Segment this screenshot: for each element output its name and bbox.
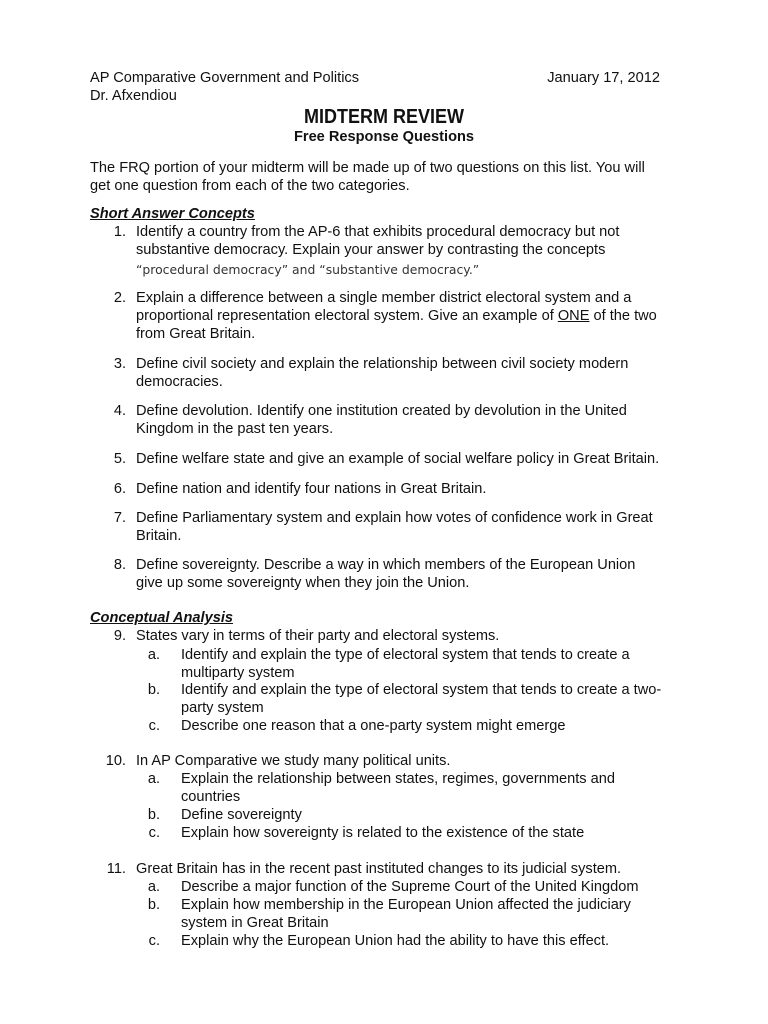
question-number: 11. (106, 861, 126, 877)
question-number: 6. (113, 481, 126, 497)
subquestion-letter: a. (147, 647, 160, 663)
subquestion-text: system in Great Britain (181, 915, 329, 931)
course-name: AP Comparative Government and Politics (90, 70, 360, 86)
subquestion-text: multiparty system (181, 665, 295, 681)
teacher-name: Dr. Afxendiou (90, 88, 177, 104)
question-text: Define welfare state and give an example of social welfare policy in Great Britain. (136, 451, 660, 467)
question-text: Kingdom in the past ten years. (136, 421, 334, 437)
subquestion-letter: c. (148, 825, 160, 841)
subquestion-text: Describe one reason that a one-party system might emerge (181, 718, 566, 734)
question-text: Explain a difference between a single member district electoral system and a (136, 290, 632, 306)
question-text: States vary in terms of their party and electoral systems. (136, 628, 500, 644)
section-heading-short-answer: Short Answer Concepts (90, 206, 255, 222)
question-text: from Great Britain. (136, 326, 256, 342)
question-text-part: of the two (589, 308, 657, 324)
page-title: MIDTERM REVIEW (303, 106, 465, 128)
question-text: In AP Comparative we study many political units. (136, 753, 451, 769)
question-text: Define Parliamentary system and explain how votes of confidence work in Great (136, 510, 653, 526)
intro-paragraph (90, 160, 680, 195)
subquestion-letter: c. (148, 718, 160, 734)
question-text: Define sovereignty. Describe a way in which members of the European Union (136, 557, 636, 573)
question-number: 10. (105, 753, 126, 769)
subquestion-text: Describe a major function of the Supreme Court of the United Kingdom (181, 879, 639, 895)
page-subtitle: Free Response Questions (293, 129, 475, 145)
document-date: January 17, 2012 (547, 70, 660, 86)
question-number: 7. (113, 510, 126, 526)
question-number: 8. (113, 557, 126, 573)
question-number: 4. (113, 403, 126, 419)
subquestion-letter: b. (147, 682, 160, 698)
question-text: Identify a country from the AP-6 that exhibits procedural democracy but not (136, 224, 620, 240)
question-text: give up some sovereignty when they join the Union. (136, 575, 470, 591)
question-number: 2. (113, 290, 126, 306)
question-text: Define devolution. Identify one institution created by devolution in the United (136, 403, 627, 419)
question-text: “procedural democracy” and “substantive democracy.” (136, 262, 480, 277)
question-number: 1. (113, 224, 126, 240)
subquestion-letter: a. (147, 879, 160, 895)
subquestion-letter: b. (147, 897, 160, 913)
subquestion-text: Explain how sovereignty is related to the existence of the state (181, 825, 585, 841)
subquestion-text: Identify and explain the type of electoral system that tends to create a two- (181, 682, 662, 698)
question-text (136, 308, 657, 326)
question-text: Great Britain has in the recent past instituted changes to its judicial system. (136, 861, 622, 877)
question-text: Britain. (136, 528, 182, 544)
subquestion-letter: a. (147, 771, 160, 787)
subquestion-text: Identify and explain the type of electoral system that tends to create a (181, 647, 630, 663)
question-text: democracies. (136, 374, 223, 390)
subquestion-letter: c. (148, 933, 160, 949)
question-text: Define nation and identify four nations in Great Britain. (136, 481, 487, 497)
subquestion-text: countries (181, 789, 241, 805)
intro-line: get one question from each of the two categories. (90, 177, 410, 194)
subquestion-text: party system (181, 700, 264, 716)
subquestion-text: Explain the relationship between states, regimes, governments and (181, 771, 616, 787)
question-text: substantive democracy. Explain your answer by contrasting the concepts (136, 242, 606, 258)
subquestion-text: Define sovereignty (181, 807, 302, 823)
question-number: 9. (113, 628, 126, 644)
intro-line: The FRQ portion of your midterm will be made up of two questions on this list. You will (90, 160, 645, 176)
emphasis-one: ONE (557, 308, 590, 324)
section-heading-conceptual: Conceptual Analysis (90, 610, 234, 626)
subquestion-text: Explain why the European Union had the ability to have this effect. (181, 933, 610, 949)
question-number: 3. (113, 356, 126, 372)
question-text: Define civil society and explain the relationship between civil society modern (136, 356, 629, 372)
subquestion-letter: b. (147, 807, 160, 823)
question-number: 5. (113, 451, 126, 467)
question-text-part: proportional representation electoral system. Give an example of (136, 308, 558, 324)
subquestion-text: Explain how membership in the European Union affected the judiciary (181, 897, 631, 913)
